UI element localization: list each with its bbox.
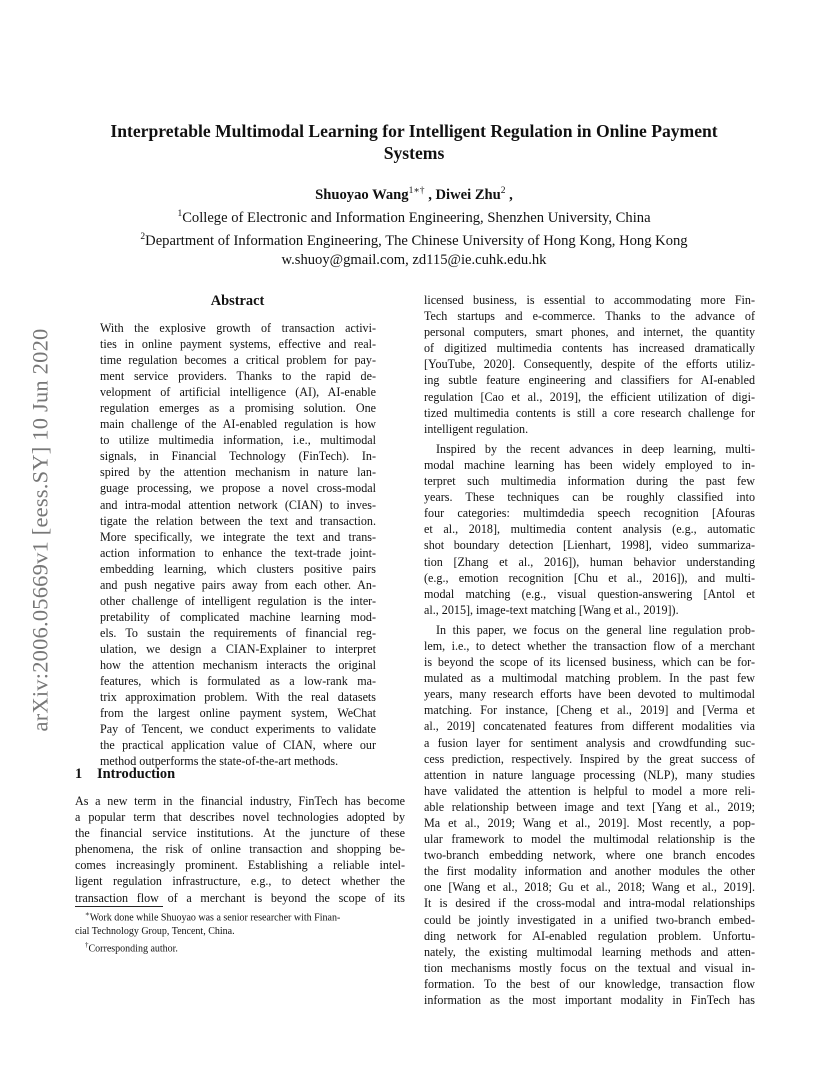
body-line: years. These techniques can be roughly classified into <box>424 490 755 505</box>
body-line: the first modality information and another modules the other <box>424 864 755 879</box>
abstract-heading: Abstract <box>210 293 265 309</box>
paragraph-1 <box>424 292 755 437</box>
abstract-line: regulation emerges as a promising solution. One <box>100 401 376 416</box>
title-line-2: Systems <box>383 143 445 163</box>
body-line: information as the most important modality in FinTech has <box>424 993 755 1008</box>
abstract-line: how the attention mechanism interacts the original <box>100 657 376 672</box>
body-line: tion mechanisms mostly focus on the textual and visual in- <box>424 960 755 975</box>
body-line: [YouTube, 2020]. Consequently, despite of the efforts utiliz- <box>424 357 755 372</box>
body-line: able relationship between image and text [Yang et al., 2019; <box>424 799 755 814</box>
author-2-marks: 2 <box>500 186 506 196</box>
affiliation-2 <box>70 228 758 251</box>
abstract-line: spired by the attention mechanism in nature lan- <box>100 465 376 480</box>
footnotes <box>75 908 405 955</box>
abstract-line: time regulation becomes a critical problem for pay- <box>100 353 376 368</box>
body-line: In this paper, we focus on the general line regulation prob- <box>436 622 755 637</box>
body-line: two-branch embedding network, where one branch encodes <box>424 848 755 863</box>
title-line-1: Interpretable Multimodal Learning for Intelligent Regulation in Online Payment <box>110 121 718 141</box>
body-line: licensed business, is essential to accommodating more Fin- <box>424 293 755 307</box>
paragraph-2 <box>424 441 755 618</box>
body-line: cess prediction, respectively. Inspired by the great success of <box>424 751 755 766</box>
intro-line: ligent regulation infrastructure, e.g., to detect whether the <box>75 874 405 889</box>
abstract-line: to utilize multimedia information, i.e., multimodal <box>100 433 376 448</box>
abstract-line: and push negative pairs away from each other. An- <box>100 577 376 592</box>
intro-line: transaction flow of a merchant is beyond the scope of its <box>75 890 405 905</box>
affiliations <box>70 205 758 271</box>
body-line: a fusion layer for sentiment analysis and crowdfunding suc- <box>424 735 755 750</box>
body-line: have validated the attention is helpful to model a more reli- <box>424 783 755 798</box>
body-line: ing subtle feature engineering and classifiers for AI-enabled <box>424 373 755 388</box>
footnote-1 <box>75 908 405 925</box>
arxiv-identifier-stamp <box>20 280 60 780</box>
footnote-1-cont: cial Technology Group, Tencent, China. <box>75 925 235 937</box>
abstract-line: tigate the relation between the text and transaction. <box>100 513 376 528</box>
section-title: Introduction <box>97 766 176 782</box>
body-line: ding network for AI-enabled regulation problem. Unfortu- <box>424 928 755 943</box>
affiliation-1-text: College of Electronic and Information Engineering, Shenzhen University, China <box>182 209 651 226</box>
abstract-line: trix approximation problem. With the real datasets <box>100 690 376 705</box>
body-line: years, many research efforts have been devoted to multimodal <box>424 687 755 702</box>
body-line: formation. To the best of our knowledge, transaction flow <box>424 976 755 991</box>
body-line: lem, i.e., to detect whether the transaction flow of a merchant <box>424 638 755 653</box>
abstract-line: ment service providers. Thanks to the rapid de- <box>100 369 376 384</box>
abstract-line: action information to enhance the text-trade joint- <box>100 545 376 560</box>
affiliation-1-mark: 1 <box>177 209 183 219</box>
body-line: one [Wang et al., 2018; Gu et al., 2018; Wang et al., 2019]. <box>424 880 755 895</box>
body-line: modal machine learning has been widely employed to in- <box>424 457 755 472</box>
body-line: intelligent regulation. <box>424 421 529 436</box>
body-line: It is desired if the cross-modal and intra-modal relationships <box>424 896 755 911</box>
body-line: could be jointly investigated in a unified two-branch embed- <box>424 912 755 927</box>
abstract-line: ulation, we design a CIAN-Explainer to interpret <box>100 641 376 656</box>
abstract-line: features, which is formulated as a low-rank ma- <box>100 674 376 689</box>
body-line: al., 2019] concatenated features from different modalities via <box>424 719 755 734</box>
footnote-1-text: Work done while Shuoyao was a senior researcher with Finan- <box>89 912 341 924</box>
footnote-2-text: Corresponding author. <box>88 942 178 954</box>
paragraph-3 <box>424 622 755 1008</box>
paper-title <box>70 120 758 164</box>
author-1-name: Shuoyao Wang <box>315 186 409 203</box>
author-separator: , <box>424 186 436 203</box>
body-line: (e.g., emotion recognition [Chu et al., 2016]), and multi- <box>424 570 755 585</box>
footnote-2-mark: † <box>85 940 89 949</box>
author-2-name: Diwei Zhu <box>435 186 501 203</box>
introduction-body <box>75 793 405 906</box>
body-line: attention in nature language processing (NLP), many studies <box>424 767 755 782</box>
footnote-rule <box>75 906 163 907</box>
author-trailing: , <box>505 186 513 203</box>
body-line: modal matching (e.g., visual question-answering [Antol et <box>424 586 755 601</box>
footnote-1-mark: ∗ <box>85 910 90 918</box>
body-line: four categories: multimdedia speech recognition [Afouras <box>424 506 755 521</box>
introduction-heading <box>75 765 405 783</box>
abstract-body <box>100 320 376 769</box>
abstract-line: els. To sustain the requirements of financial reg- <box>100 625 376 640</box>
intro-line: comes increasingly prominent. Establishing a reliable intel- <box>75 858 405 873</box>
author-emails: w.shuoy@gmail.com, zd115@ie.cuhk.edu.hk <box>281 252 547 269</box>
abstract-line: method outperforms the state-of-the-art methods. <box>100 754 339 769</box>
author-1-marks: 1∗† <box>408 186 425 196</box>
body-line: ular framework to model the multimodal relationship is the <box>424 832 755 847</box>
body-line: tized multimedia contents is still a core research challenge for <box>424 405 755 420</box>
abstract-line: signals, in Financial Technology (FinTech). In- <box>100 449 376 464</box>
abstract-line: guage processing, we propose a novel cross-modal <box>100 481 376 496</box>
body-line: Tech startups and e-commerce. Thanks to the advance of <box>424 309 755 324</box>
abstract-line: the practical application value of CIAN, where our <box>100 738 376 753</box>
affiliation-2-text: Department of Information Engineering, The Chinese University of Hong Kong, Hong Kong <box>145 233 688 250</box>
author-list <box>70 182 758 204</box>
body-line: terpret such multimedia information during the past few <box>424 474 755 489</box>
body-line: shot boundary detection [Lienhart, 1998], video summariza- <box>424 538 755 553</box>
body-line: Ma et al., 2019; Wang et al., 2019]. Most recently, a pop- <box>424 816 755 830</box>
body-line: of digitized multimedia contents has increased dramatically <box>424 341 755 356</box>
body-line: tion [Zhang et al., 2016]), human behavior understanding <box>424 554 755 569</box>
abstract-line: Pay of Tencent, we conduct experiments to validate <box>100 722 376 737</box>
abstract-line: More specifically, we integrate the text and trans- <box>100 529 376 544</box>
abstract-line: other challenge of intelligent regulation is the inter- <box>100 593 376 608</box>
arxiv-identifier-text: arXiv:2006.05669v1 [eess.SY] 10 Jun 2020 <box>27 328 53 732</box>
intro-line: a popular term that describes novel technologies adopted by <box>75 810 405 825</box>
body-line: al., 2015], image-text matching [Wang et al., 2019]). <box>424 602 679 617</box>
abstract-line: embedding learning, which clusters positive pairs <box>100 561 376 576</box>
abstract-line: velopment of artificial intelligence (AI), AI-enable <box>100 385 376 400</box>
abstract-line: main challenge of the AI-enabled regulation is how <box>100 417 376 432</box>
abstract-line: ties in online payment systems, effective and real- <box>100 337 376 352</box>
body-line: matching. For instance, [Cheng et al., 2019] and [Verma et <box>424 703 755 718</box>
abstract-line: from the largest online payment system, WeChat <box>100 706 376 721</box>
right-column <box>424 292 755 1008</box>
intro-line: phenomena, the risk of online transaction and shopping be- <box>75 842 405 857</box>
abstract-line: With the explosive growth of transaction activi- <box>100 321 376 335</box>
body-line: personal computers, smart phones, and internet, the quantity <box>424 325 755 340</box>
affiliation-2-mark: 2 <box>140 232 146 243</box>
section-number: 1 <box>75 766 83 782</box>
intro-line: As a new term in the financial industry, FinTech has become <box>75 794 405 808</box>
body-line: Inspired by the recent advances in deep learning, multi- <box>436 441 755 456</box>
body-line: nately, the existing multimodal learning methods and atten- <box>424 944 755 959</box>
abstract-line: and intra-modal attention network (CIAN) to inves- <box>100 497 376 512</box>
affiliation-1 <box>70 205 758 228</box>
abstract-line: pretability of complicated machine learning mod- <box>100 609 376 624</box>
body-line: mulated as a multimodal matching problem. In the past few <box>424 671 755 686</box>
body-line: regulation [Cao et al., 2019], the efficient utilization of digi- <box>424 389 755 404</box>
footnote-2 <box>75 939 405 956</box>
body-line: et al., 2018], multimedia content analysis (e.g., automatic <box>424 522 755 537</box>
intro-line: the financial service institutions. At the juncture of these <box>75 826 405 841</box>
body-line: is beyond the scope of its licensed business, which can be for- <box>424 655 755 670</box>
